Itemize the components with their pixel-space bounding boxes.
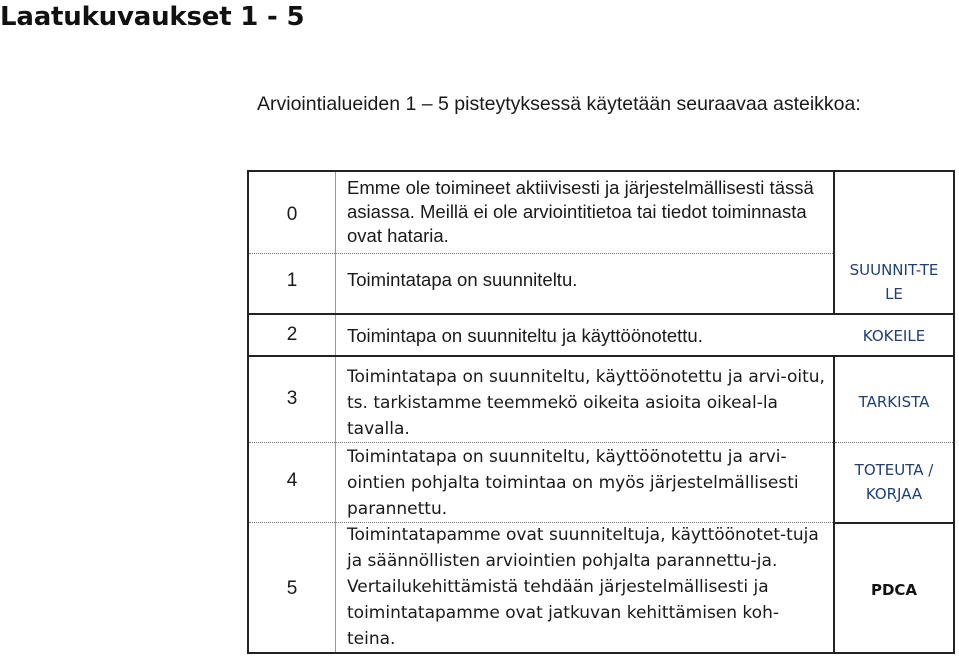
scale-table	[247, 170, 955, 654]
phase-act: TOTEUTA / KORJAA	[854, 461, 934, 503]
level-number: 1	[286, 270, 298, 291]
level-description: Toimintatapa on suunniteltu.	[347, 269, 578, 290]
row-divider	[249, 313, 953, 315]
row-divider	[249, 355, 953, 357]
level-description: Toimintatapa on suunniteltu, käyttöönotettu ja arvi-ointien pohjalta toimintaa on myös järjestelmällisesti parannettu.	[347, 447, 799, 519]
level-description: Toimintatapamme ovat suunniteltuja, käyttöönotet-tuja ja säännöllisten arviointien pohjalta parannettu-ja. Vertailukehittämistä tehdään järjestelmällisesti ja toimintatapamme ovat jatkuvan kehittämisen koh-teina.	[347, 525, 819, 649]
row-divider	[249, 253, 833, 254]
level-description: Toimintatapa on suunniteltu, käyttöönotettu ja arvi-oitu, ts. tarkistamme teemmekö oikeita asioita oikeal-la tavalla.	[347, 367, 825, 439]
level-number: 5	[286, 578, 298, 599]
phase-divider	[835, 442, 953, 443]
phase-plan: SUUNNIT-TELE	[849, 261, 939, 303]
level-number: 4	[286, 470, 298, 491]
level-number: 2	[286, 324, 298, 345]
level-number: 3	[286, 388, 298, 409]
column-divider	[335, 172, 336, 652]
phase-divider	[835, 522, 953, 524]
level-description: Emme ole toimineet aktiivisesti ja järjestelmällisesti tässä asiassa. Meillä ei ole arviointitietoa tai tiedot toiminnasta ovat hataria.	[347, 177, 814, 246]
page-title: Laatukuvaukset 1 - 5	[0, 2, 305, 32]
level-number: 0	[286, 204, 298, 225]
phase-divider-top	[833, 172, 835, 315]
phase-cycle: PDCA	[870, 581, 918, 599]
level-description: Toimintapa on suunniteltu ja käyttöönotettu.	[347, 325, 703, 346]
intro-text: Arviointialueiden 1 – 5 pisteytyksessä käytetään seuraavaa asteikkoa:	[257, 93, 861, 115]
phase-do: KOKEILE	[862, 327, 926, 345]
row-divider	[249, 442, 833, 443]
phase-check: TARKISTA	[858, 393, 930, 411]
